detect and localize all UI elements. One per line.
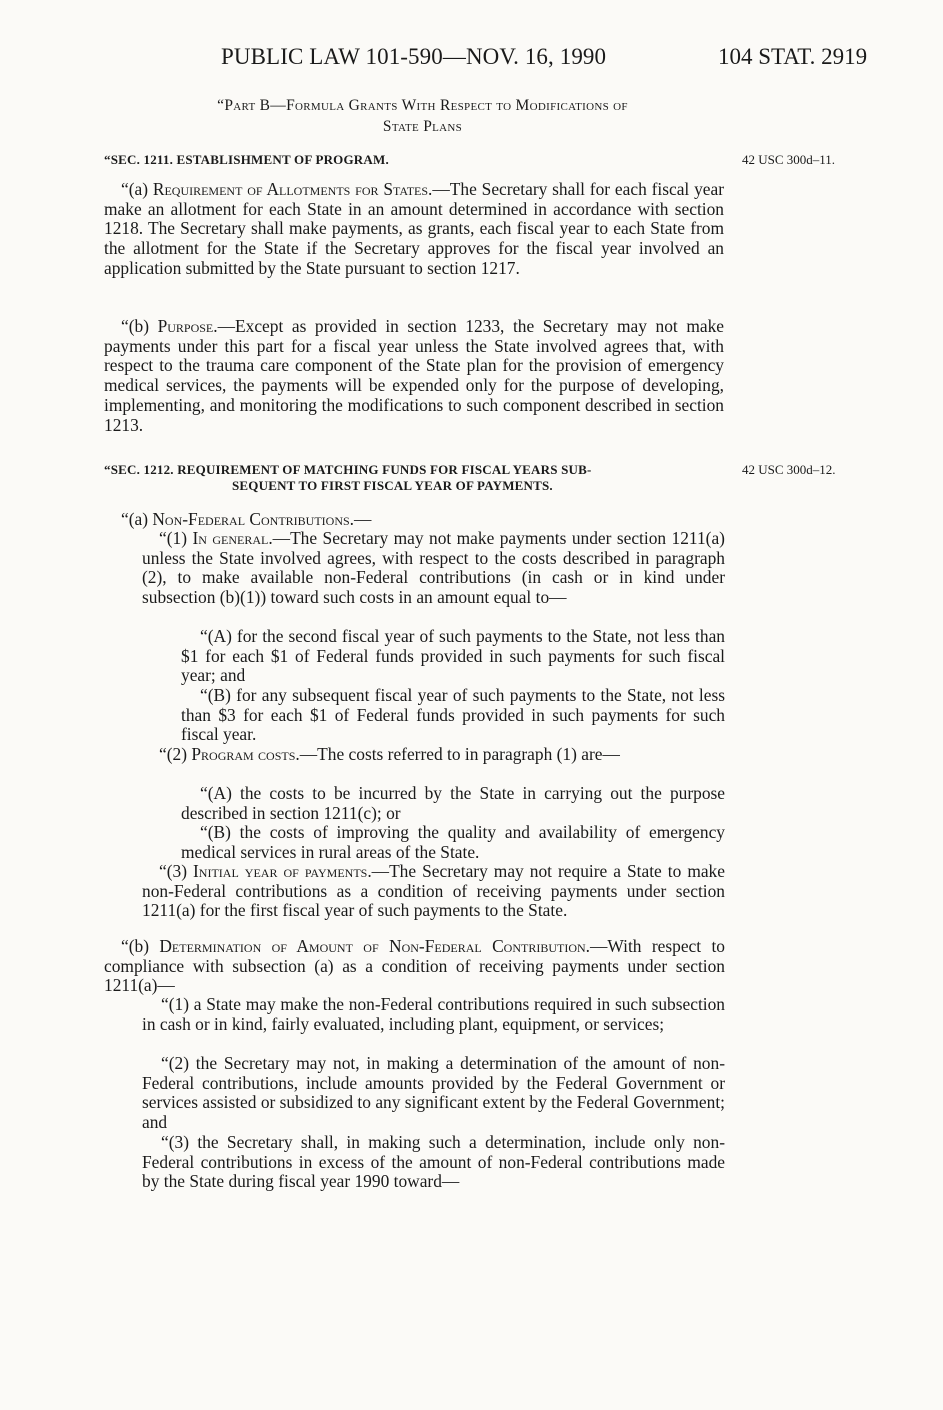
label: “(b) bbox=[121, 316, 158, 336]
text: —The costs referred to in paragraph (1) are— bbox=[299, 744, 620, 764]
section-1211-heading: “SEC. 1211. ESTABLISHMENT OF PROGRAM. bbox=[104, 152, 389, 167]
text: —The Secretary shall for each fiscal year make an allotment for each State in an amount determined in accordance with section 1218. The Secretary shall make payments, as grants, each fiscal year to each State from the allotment for the State if the Secretary approves for the fiscal year involved an application submitted by the State pursuant to section 1217. bbox=[104, 179, 724, 278]
section-1212-heading-line2: SEQUENT TO FIRST FISCAL YEAR OF PAYMENTS. bbox=[232, 478, 553, 493]
running-header-title: PUBLIC LAW 101-590—NOV. 16, 1990 bbox=[221, 44, 607, 69]
section-1212-usc-citation: 42 USC 300d–12. bbox=[742, 462, 836, 477]
label: “(3) bbox=[159, 861, 194, 881]
label: “(1) bbox=[159, 528, 193, 548]
paragraph-2-program-costs bbox=[142, 745, 725, 765]
caption: Determination of Amount of Non-Federal Contribution. bbox=[159, 936, 591, 956]
section-1211-subsection-b bbox=[104, 317, 724, 435]
section-1211-subsection-a bbox=[104, 180, 724, 279]
caption: Purpose. bbox=[157, 316, 218, 336]
part-heading-line1: “Part B—Formula Grants With Respect to Modifications of bbox=[217, 97, 628, 114]
section-1212-heading bbox=[104, 462, 724, 494]
subsection-b-paragraph-2: “(2) the Secretary may not, in making a determination of the amount of non-Federal contributions, include amounts provided by the Federal Government or services assisted or subsidized to any significant extent by the Federal Government; and bbox=[142, 1053, 725, 1133]
paragraph-3-initial-year bbox=[142, 862, 725, 921]
paragraph-2-subparagraph-b: “(B) the costs of improving the quality and availability of emergency medical services in rural areas of the State. bbox=[181, 822, 725, 862]
label: “(a) bbox=[121, 179, 153, 199]
paragraph-1-subparagraph-b: “(B) for any subsequent fiscal year of such payments to the State, not less than $3 for each $1 of Federal funds provided in such payments for such fiscal year. bbox=[181, 685, 725, 745]
part-heading bbox=[120, 95, 725, 137]
text: —The Secretary may not require a State to make non-Federal contributions as a condition of receiving payments under section 1211(a) for the first fiscal year of such payments to the State. bbox=[142, 861, 725, 921]
subsection-b-paragraph-3: “(3) the Secretary shall, in making such a determination, include only non-Federal contributions in excess of the amount of non-Federal contributions made by the State during fiscal year 1990 toward— bbox=[142, 1132, 725, 1192]
section-1211-usc-citation: 42 USC 300d–11. bbox=[742, 152, 836, 167]
caption: Non-Federal Contributions. bbox=[152, 509, 355, 529]
caption: Initial year of payments. bbox=[193, 861, 372, 881]
label: “(a) bbox=[121, 509, 153, 529]
text: —Except as provided in section 1233, the Secretary may not make payments under this part for a fiscal year unless the State involved agrees that, with respect to the trauma care component of the State plan for the provision of emergency medical services, the payments will be expended only for the purpose of developing, implementing, and monitoring the modifications to such component described in section 1213. bbox=[104, 316, 724, 435]
section-1212-subsection-a-heading bbox=[121, 510, 725, 530]
label: “(2) bbox=[159, 744, 192, 764]
caption: Program costs. bbox=[191, 744, 300, 764]
caption: Requirement of Allotments for States. bbox=[152, 179, 433, 199]
paragraph-1-subparagraph-a: “(A) for the second fiscal year of such payments to the State, not less than $1 for each $1 of Federal funds provided in such payments for such fiscal year; and bbox=[181, 626, 725, 686]
paragraph-2-subparagraph-a: “(A) the costs to be incurred by the State in carrying out the purpose described in section 1211(c); or bbox=[181, 783, 725, 823]
text: —The Secretary may not make payments under section 1211(a) unless the State involved agrees, with respect to the costs described in paragraph (2), to make available non-Federal contributions (in cash or in kind under subsection (b)(1)) toward such costs in an amount equal to— bbox=[142, 528, 725, 608]
subsection-b-paragraph-1: “(1) a State may make the non-Federal contributions required in such subsection in cash or in kind, fairly evaluated, including plant, equipment, or services; bbox=[142, 994, 725, 1034]
section-1212-subsection-b bbox=[104, 937, 725, 996]
part-heading-line2: State Plans bbox=[382, 118, 463, 135]
section-1212-heading-line1: “SEC. 1212. REQUIREMENT OF MATCHING FUNDS FOR FISCAL YEARS SUB- bbox=[104, 462, 592, 477]
statute-page-number: 104 STAT. 2919 bbox=[718, 44, 868, 69]
paragraph-1-in-general bbox=[142, 529, 725, 608]
dash: — bbox=[354, 509, 372, 529]
caption: In general. bbox=[192, 528, 273, 548]
label: “(b) bbox=[121, 936, 160, 956]
text: —With respect to compliance with subsection (a) as a condition of receiving payments under section 1211(a)— bbox=[104, 936, 725, 996]
